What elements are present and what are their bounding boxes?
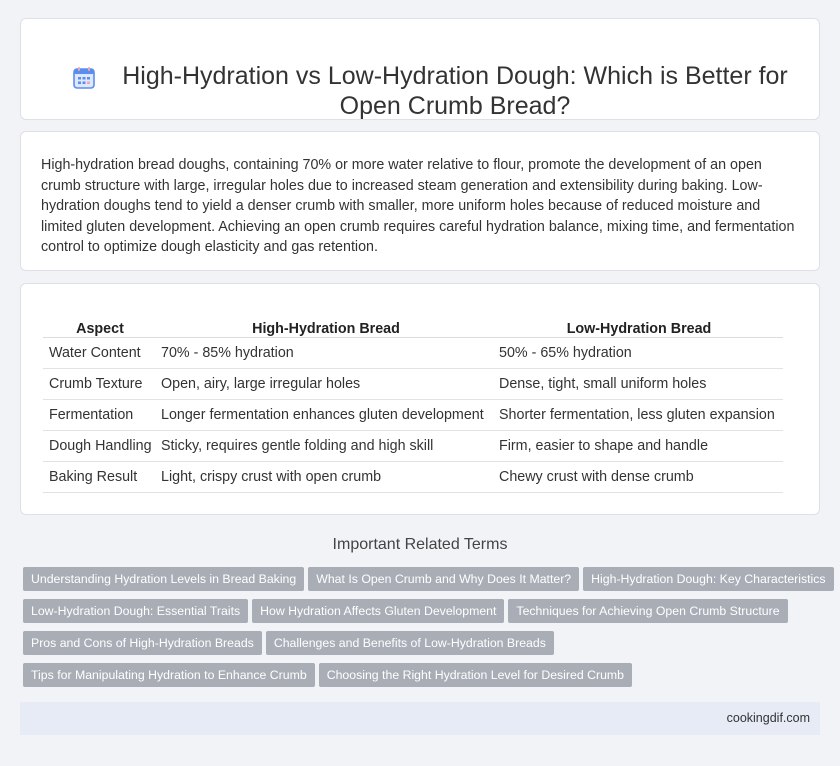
cell-aspect: Dough Handling: [43, 430, 157, 461]
table-row: [43, 368, 783, 399]
header-low-hydration: Low-Hydration Bread: [495, 314, 783, 337]
cell-aspect: Crumb Texture: [43, 368, 157, 399]
footer: [20, 702, 820, 735]
table-row: [43, 430, 783, 461]
cell-high: 70% - 85% hydration: [157, 337, 495, 368]
table-header-row: [43, 314, 783, 337]
related-tag[interactable]: Challenges and Benefits of Low-Hydration Breads: [266, 631, 554, 655]
cell-low: Chewy crust with dense crumb: [495, 461, 783, 492]
related-tag[interactable]: High-Hydration Dough: Key Characteristics: [583, 567, 833, 591]
calendar-icon: [72, 66, 96, 90]
cell-low: Firm, easier to shape and handle: [495, 430, 783, 461]
related-tag[interactable]: Techniques for Achieving Open Crumb Structure: [508, 599, 787, 623]
footer-site-link[interactable]: cookingdif.com: [726, 711, 810, 725]
cell-high: Longer fermentation enhances gluten development: [157, 399, 495, 430]
related-tags-row: [23, 567, 838, 591]
cell-aspect: Baking Result: [43, 461, 157, 492]
intro-card: [20, 131, 820, 271]
related-tag[interactable]: Tips for Manipulating Hydration to Enhance Crumb: [23, 663, 315, 687]
table-row: [43, 399, 783, 430]
cell-high: Open, airy, large irregular holes: [157, 368, 495, 399]
related-tag[interactable]: How Hydration Affects Gluten Development: [252, 599, 504, 623]
related-tag[interactable]: Choosing the Right Hydration Level for Desired Crumb: [319, 663, 632, 687]
related-tags-row: [23, 599, 792, 623]
related-tag[interactable]: Understanding Hydration Levels in Bread Baking: [23, 567, 304, 591]
cell-low: Dense, tight, small uniform holes: [495, 368, 783, 399]
cell-high: Light, crispy crust with open crumb: [157, 461, 495, 492]
cell-low: 50% - 65% hydration: [495, 337, 783, 368]
related-tag[interactable]: Pros and Cons of High-Hydration Breads: [23, 631, 262, 655]
cell-aspect: Water Content: [43, 337, 157, 368]
header-card: [20, 18, 820, 120]
cell-aspect: Fermentation: [43, 399, 157, 430]
cell-high: Sticky, requires gentle folding and high skill: [157, 430, 495, 461]
related-terms-title: Important Related Terms: [332, 536, 508, 553]
related-tag[interactable]: What Is Open Crumb and Why Does It Matter?: [308, 567, 579, 591]
cell-low: Shorter fermentation, less gluten expansion: [495, 399, 783, 430]
table-card: [20, 283, 820, 515]
intro-paragraph: High-hydration bread doughs, containing 70% or more water relative to flour, promote the development of an open crumb structure with large, irregular holes due to increased steam generation and extensibility during baking. Low-hydration doughs tend to yield a denser crumb with smaller, more uniform holes because of reduced moisture and limited gluten development. Achieving an open crumb requires careful hydration balance, mixing time, and fermentation control to optimize dough elasticity and gas retention.: [41, 157, 795, 255]
related-tags-row: [23, 663, 636, 687]
related-tag[interactable]: Low-Hydration Dough: Essential Traits: [23, 599, 248, 623]
header-aspect: Aspect: [43, 314, 157, 337]
page-title: High-Hydration vs Low-Hydration Dough: Which is Better for Open Crumb Bread?: [122, 62, 788, 120]
comparison-table: [43, 314, 783, 493]
header-high-hydration: High-Hydration Bread: [157, 314, 495, 337]
related-tags-row: [23, 631, 558, 655]
table-row: [43, 461, 783, 492]
table-row: [43, 337, 783, 368]
